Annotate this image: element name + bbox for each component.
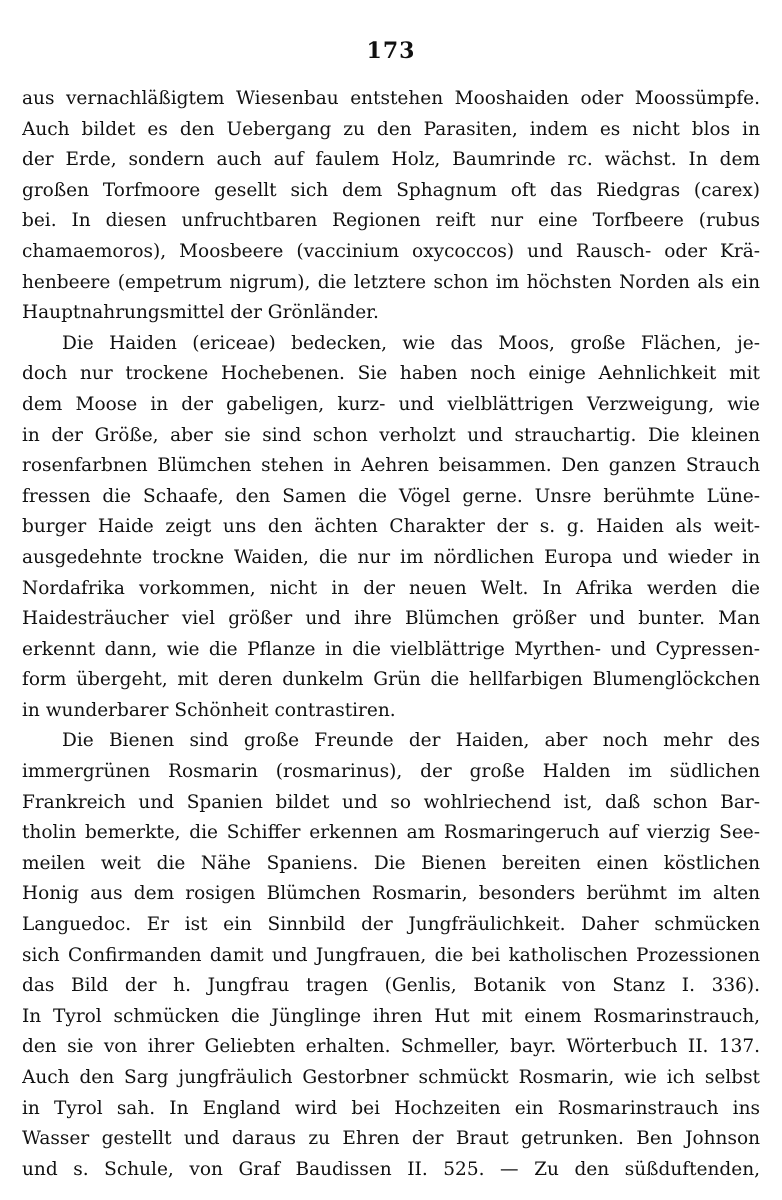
text-line: den sie von ihrer Geliebten erhalten. Schmeller, bayr. Wörterbuch II. 137. xyxy=(22,1036,760,1058)
text-line: immergrünen Rosmarin (rosmarinus), der große Halden im südlichen xyxy=(22,761,760,783)
text-line: fressen die Schaafe, den Samen die Vögel gerne. Unsre berühmte Lüne- xyxy=(22,485,760,507)
text-line: doch nur trockene Hochebenen. Sie haben noch einige Aehnlichkeit mit xyxy=(22,363,760,385)
text-line: Auch den Sarg jungfräulich Gestorbner schmückt Rosmarin, wie ich selbst xyxy=(22,1067,760,1088)
text-line: in wunderbarer Schönheit contrastiren. xyxy=(22,699,396,721)
text-line: chamaemoros), Moosbeere (vaccinium oxycoccos) und Rausch- oder Krä- xyxy=(22,240,760,262)
text-line: in der Größe, aber sie sind schon verholzt und strauchartig. Die kleinen xyxy=(22,424,760,446)
page-number: 173 xyxy=(366,38,416,64)
text-line: henbeere (empetrum nigrum), die letztere schon im höchsten Norden als ein xyxy=(22,271,760,293)
text-line: sich Confirmanden damit und Jungfrauen, die bei katholischen Prozessionen xyxy=(22,944,760,966)
text-line: Haidesträucher viel größer und ihre Blümchen größer und bunter. Man xyxy=(22,608,760,630)
text-line: bei. In diesen unfruchtbaren Regionen reift nur eine Torfbeere (rubus xyxy=(22,210,760,232)
text-line: In Tyrol schmücken die Jünglinge ihren Hut mit einem Rosmarinstrauch, xyxy=(22,1005,760,1027)
text-line: und s. Schule, von Graf Baudissen II. 525. — Zu den süßduftenden, xyxy=(22,1158,760,1180)
text-line: Nordafrika vorkommen, nicht in der neuen Welt. In Afrika werden die xyxy=(22,577,760,599)
text-line: Die Haiden (ericeae) bedecken, wie das Moos, große Flächen, je- xyxy=(62,332,760,354)
text-line: Wasser gestellt und daraus zu Ehren der Braut getrunken. Ben Johnson xyxy=(22,1128,760,1150)
text-line: burger Haide zeigt uns den ächten Charakter der s. g. Haiden als weit- xyxy=(22,516,760,538)
text-line: aus vernachläßigtem Wiesenbau entstehen Mooshaiden oder Moossümpfe. xyxy=(22,88,760,109)
text-line: großen Torfmoore gesellt sich dem Sphagnum oft das Riedgras (carex) xyxy=(22,179,760,201)
text-line: dem Moose in der gabeligen, kurz- und vielblättrigen Verzweigung, wie xyxy=(22,393,760,415)
text-line: der Erde, sondern auch auf faulem Holz, Baumrinde rc. wächst. In dem xyxy=(22,149,760,171)
text-line: Die Bienen sind große Freunde der Haiden, aber noch mehr des xyxy=(62,730,760,752)
text-line: Honig aus dem rosigen Blümchen Rosmarin, besonders berühmt im alten xyxy=(22,883,760,905)
text-line: Languedoc. Er ist ein Sinnbild der Jungfräulichkeit. Daher schmücken xyxy=(22,914,760,936)
text-line: das Bild der h. Jungfrau tragen (Genlis, Botanik von Stanz I. 336). xyxy=(22,975,760,997)
text-line: tholin bemerkte, die Schiffer erkennen am Rosmaringeruch auf vierzig See- xyxy=(22,822,760,844)
text-line: ausgedehnte trockne Waiden, die nur im nördlichen Europa und wieder in xyxy=(22,546,760,568)
text-line: in Tyrol sah. In England wird bei Hochzeiten ein Rosmarinstrauch ins xyxy=(22,1097,760,1119)
text-line: Frankreich und Spanien bildet und so wohlriechend ist, daß schon Bar- xyxy=(22,791,760,813)
text-line: erkennt dann, wie die Pflanze in die vielblättrige Myrthen- und Cypressen- xyxy=(22,638,760,660)
text-line: form übergeht, mit deren dunkelm Grün die hellfarbigen Blumenglöckchen xyxy=(22,669,760,691)
text-line: meilen weit die Nähe Spaniens. Die Bienen bereiten einen köstlichen xyxy=(22,852,760,874)
body-text xyxy=(22,84,760,1185)
text-line: Hauptnahrungsmittel der Grönländer. xyxy=(22,302,379,324)
text-line: Auch bildet es den Uebergang zu den Parasiten, indem es nicht blos in xyxy=(22,118,760,140)
text-line: rosenfarbnen Blümchen stehen in Aehren beisammen. Den ganzen Strauch xyxy=(22,455,760,477)
